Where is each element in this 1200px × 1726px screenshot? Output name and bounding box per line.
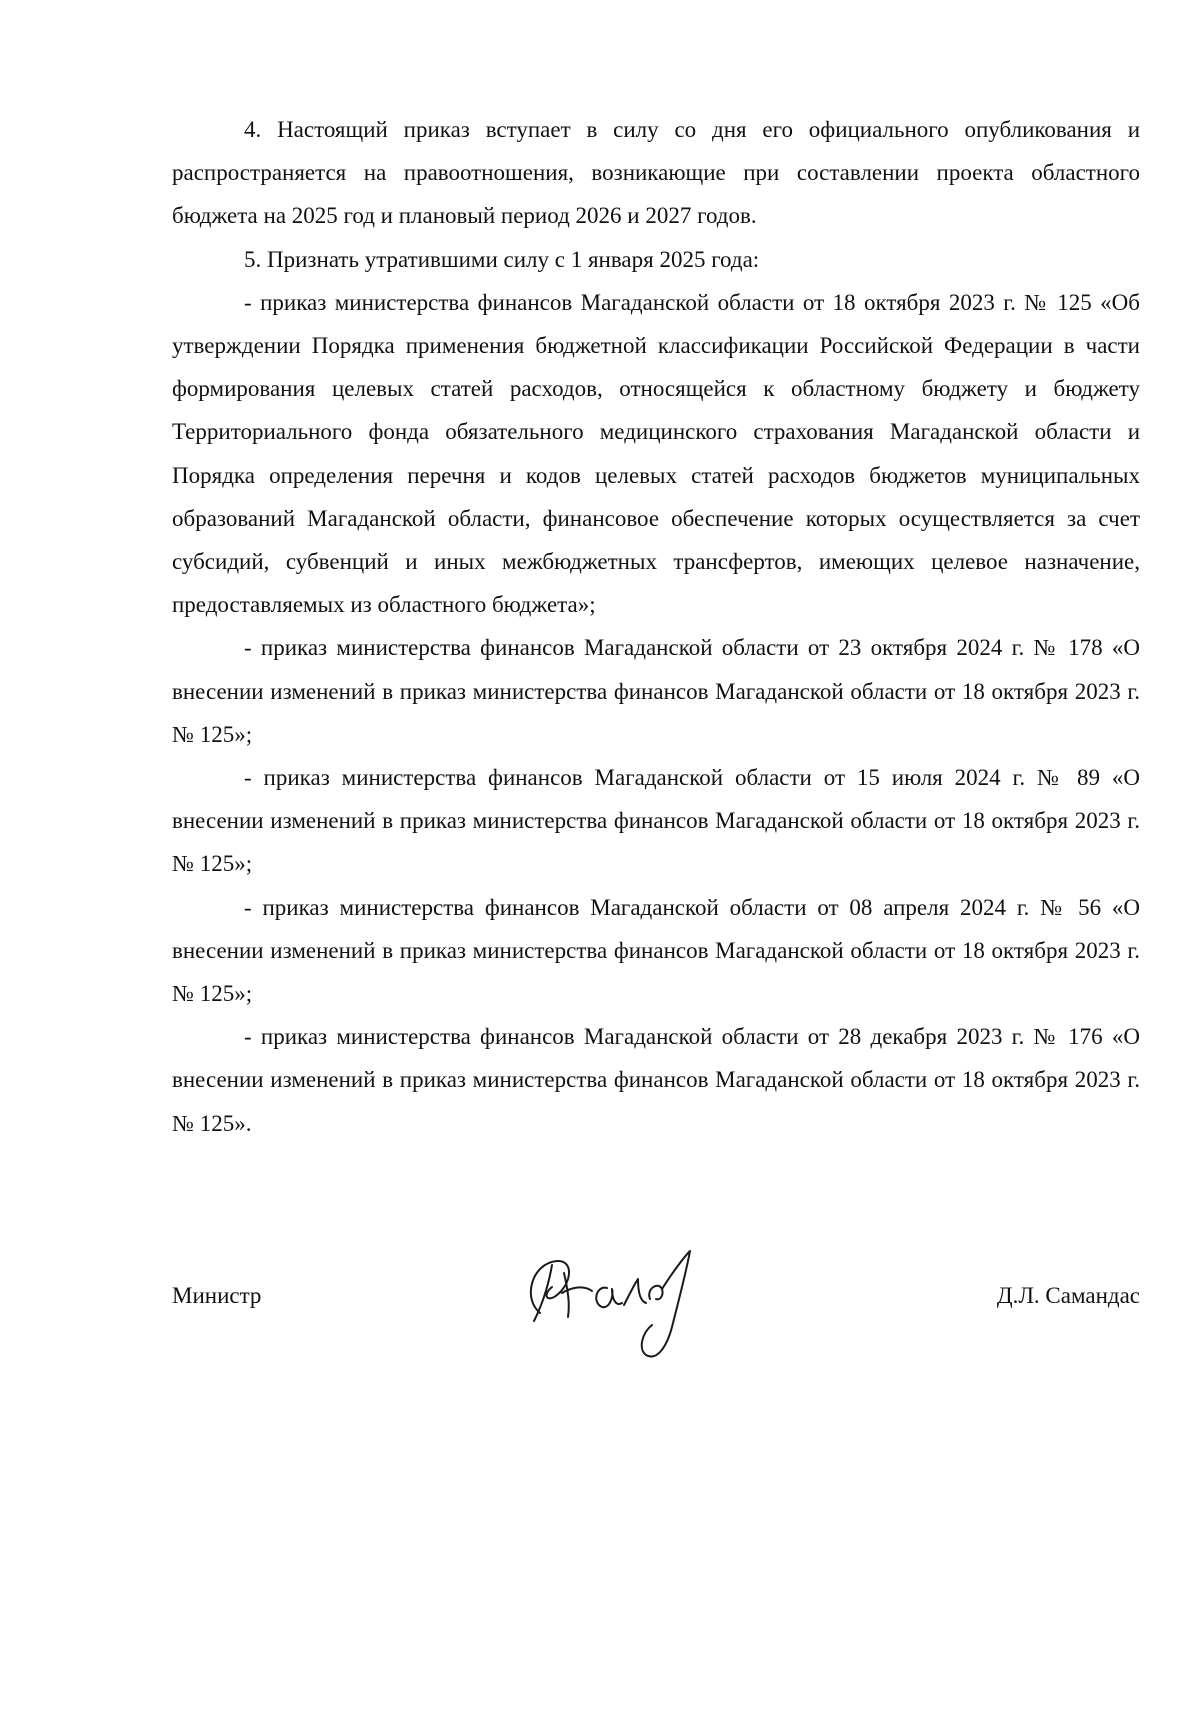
- paragraph-repealed-order-89: - приказ министерства финансов Магаданской области от 15 июля 2024 г. № 89 «О внесении изменений в приказ министерства финансов Магаданской области от 18 октября 2023 г. № 125»;: [172, 765, 1140, 877]
- paragraph-entry-into-force: 4. Настоящий приказ вступает в силу со дня его официального опубликования и распространяется на правоотношения, возникающие при составлении проекта областного бюджета на 2025 год и плановый период 2026 и 2027 годов.: [172, 117, 1140, 229]
- signatory-title: Министр: [172, 1283, 262, 1308]
- signatory-name: Д.Л. Самандас: [996, 1283, 1140, 1308]
- paragraph-repealed-order-56: - приказ министерства финансов Магаданской области от 08 апреля 2024 г. № 56 «О внесении изменений в приказ министерства финансов Магаданской области от 18 октября 2023 г. № 125»;: [172, 894, 1140, 1007]
- paragraph-repealed-order-178: - приказ министерства финансов Магаданской области от 23 октября 2024 г. № 178 «О внесении изменений в приказ министерства финансов Магаданской области от 18 октября 2023 г. № 125»;: [172, 635, 1140, 747]
- paragraph-repealed-order-125: - приказ министерства финансов Магаданской области от 18 октября 2023 г. № 125 «Об утверждении Порядка применения бюджетной классификации Российской Федерации в части формирования целевых статей расходов, относящейся к областному бюджету и бюджету Территориального фонда обязательного медицинского страхования Магаданской области и Порядка определения перечня и кодов целевых статей расходов бюджетов муниципальных образований Магаданской области, финансовое обеспечение которых осуществляется за счет субсидий, субвенций и иных межбюджетных трансфертов, имеющих целевое назначение, предоставляемых из областного бюджета»;: [172, 289, 1140, 618]
- signature-block: [172, 1265, 1140, 1375]
- paragraph-repealed-order-176: - приказ министерства финансов Магаданской области от 28 декабря 2023 г. № 176 «О внесении изменений в приказ министерства финансов Магаданской области от 18 октября 2023 г. № 125».: [172, 1024, 1140, 1136]
- handwritten-signature: [512, 1243, 702, 1373]
- paragraph-repeal-heading: 5. Признать утратившими силу с 1 января 2025 года:: [244, 246, 760, 272]
- document-body: [172, 108, 1140, 1145]
